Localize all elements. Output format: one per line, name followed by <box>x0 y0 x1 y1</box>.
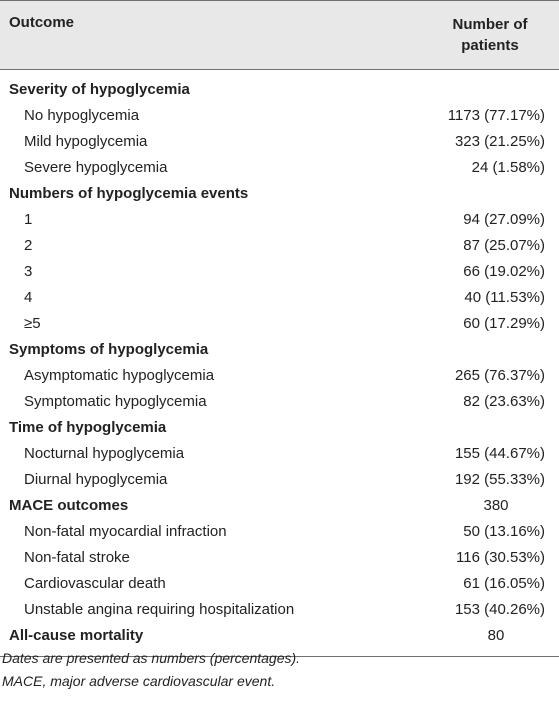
section-row <box>0 77 559 103</box>
row-value: 192 (55.33%) <box>454 471 545 488</box>
row-value: 60 (17.29%) <box>463 315 545 332</box>
table-row <box>0 545 559 571</box>
table-row <box>0 155 559 181</box>
row-value: 1173 (77.17%) <box>447 107 545 124</box>
row-label: Severe hypoglycemia <box>24 159 168 176</box>
row-label: Cardiovascular death <box>24 575 166 592</box>
row-value: 323 (21.25%) <box>454 133 545 150</box>
section-row <box>0 493 559 519</box>
table-row <box>0 363 559 389</box>
row-value: 94 (27.09%) <box>463 211 545 228</box>
row-value: 265 (76.37%) <box>454 367 545 384</box>
table-body <box>0 77 559 649</box>
table-row <box>0 467 559 493</box>
table-row <box>0 233 559 259</box>
section-row <box>0 337 559 363</box>
table-row <box>0 285 559 311</box>
footnote-1: Dates are presented as numbers (percentages). <box>2 650 301 666</box>
row-label: No hypoglycemia <box>24 107 140 124</box>
section-label: Severity of hypoglycemia <box>9 81 190 98</box>
table-row <box>0 441 559 467</box>
row-label: Asymptomatic hypoglycemia <box>24 367 215 384</box>
row-value: 61 (16.05%) <box>463 575 545 592</box>
table-row <box>0 519 559 545</box>
table-row <box>0 389 559 415</box>
row-label: Non-fatal myocardial infraction <box>24 523 227 540</box>
row-value: 40 (11.53%) <box>464 289 545 306</box>
row-label: 4 <box>24 289 33 306</box>
row-value: 82 (23.63%) <box>463 393 545 410</box>
section-row <box>0 415 559 441</box>
table-row <box>0 311 559 337</box>
row-value: 50 (13.16%) <box>463 523 545 540</box>
row-label: 1 <box>24 211 33 228</box>
row-value: 66 (19.02%) <box>463 263 545 280</box>
row-value: 153 (40.26%) <box>454 601 545 618</box>
section-row <box>0 181 559 207</box>
table-row <box>0 259 559 285</box>
row-value: 380 <box>483 497 509 514</box>
section-label: All-cause mortality <box>9 627 144 644</box>
table-row <box>0 129 559 155</box>
section-label: Numbers of hypoglycemia events <box>9 185 249 202</box>
row-label: 3 <box>24 263 33 280</box>
row-value: 155 (44.67%) <box>454 445 545 462</box>
row-value: 24 (1.58%) <box>471 159 545 176</box>
header-number-line2: patients <box>461 37 519 54</box>
row-label: 2 <box>24 237 33 254</box>
header-number-of-patients <box>435 14 545 56</box>
row-label: Non-fatal stroke <box>24 549 130 566</box>
row-label: Mild hypoglycemia <box>24 133 148 150</box>
table-row <box>0 597 559 623</box>
table-header <box>0 1 559 70</box>
table-row <box>0 571 559 597</box>
section-label: Time of hypoglycemia <box>9 419 167 436</box>
row-label: Nocturnal hypoglycemia <box>24 445 185 462</box>
table-row <box>0 103 559 129</box>
row-label: Unstable angina requiring hospitalization <box>24 601 295 618</box>
section-row <box>0 623 559 649</box>
row-label: ≥5 <box>24 315 41 332</box>
row-value: 116 (30.53%) <box>456 549 545 566</box>
header-number-line1: Number of <box>452 16 528 33</box>
footnote-2: MACE, major adverse cardiovascular event. <box>2 673 276 689</box>
row-label: Symptomatic hypoglycemia <box>24 393 207 410</box>
row-value: 87 (25.07%) <box>463 237 545 254</box>
table-row <box>0 207 559 233</box>
header-outcome: Outcome <box>9 14 75 31</box>
row-value: 80 <box>487 627 505 644</box>
section-label: Symptoms of hypoglycemia <box>9 341 209 358</box>
row-label: Diurnal hypoglycemia <box>24 471 168 488</box>
table-footnotes <box>2 647 300 693</box>
section-label: MACE outcomes <box>9 497 129 514</box>
